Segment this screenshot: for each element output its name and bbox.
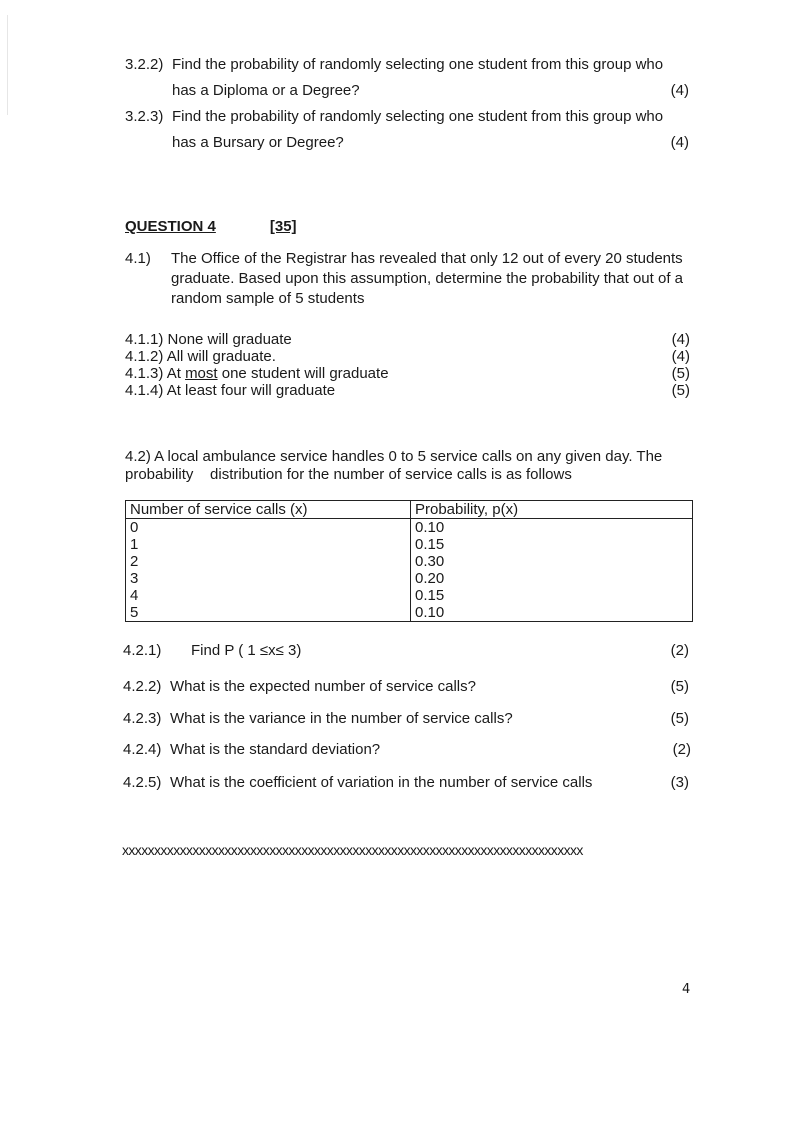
table-cell: 0.15 <box>411 587 693 604</box>
q41-text-line1: The Office of the Registrar has revealed that only 12 out of every 20 students <box>171 250 683 267</box>
q413-pre: At <box>166 365 181 382</box>
q423-marks: (5) <box>670 710 689 727</box>
q322-number: 3.2.2) <box>125 56 164 73</box>
q411-number: 4.1.1) <box>125 331 164 348</box>
table-cell: 3 <box>126 570 411 587</box>
q322-text-line2: has a Diploma or a Degree? <box>172 82 360 99</box>
question4-title: QUESTION 4 <box>125 218 216 235</box>
table-cell: 5 <box>126 604 411 622</box>
q413-text: one student will graduate <box>221 365 389 382</box>
question4-total: [35] <box>269 218 297 235</box>
q41-text-line2: graduate. Based upon this assumption, determine the probability that out of a <box>171 270 683 287</box>
q413-marks: (5) <box>671 365 690 382</box>
q413-underlined: most <box>185 365 218 382</box>
q323-text-line2: has a Bursary or Degree? <box>172 134 344 151</box>
q322-text-line1: Find the probability of randomly selecting one student from this group who <box>172 56 664 73</box>
table-row <box>126 519 693 537</box>
q425-number: 4.2.5) <box>123 774 162 791</box>
q414-marks: (5) <box>671 382 690 399</box>
table-cell: 0.15 <box>411 536 693 553</box>
q423-text: What is the variance in the number of service calls? <box>170 710 513 727</box>
q322-marks: (4) <box>670 82 689 99</box>
end-of-section-marker: xxxxxxxxxxxxxxxxxxxxxxxxxxxxxxxxxxxxxxxxxxxxxxxxxxxxxxxxxxxxxxxxxxxxxxxx <box>122 842 583 858</box>
q424-number: 4.2.4) <box>123 741 162 758</box>
q424-text: What is the standard deviation? <box>170 741 381 758</box>
table-cell: 0.10 <box>411 519 693 537</box>
table-cell: 0.30 <box>411 553 693 570</box>
table-header-row <box>126 501 693 519</box>
table-cell: 2 <box>126 553 411 570</box>
q423-number: 4.2.3) <box>123 710 162 727</box>
q323-text-line1: Find the probability of randomly selecting one student from this group who <box>172 108 664 125</box>
q414-text: At least four will graduate <box>166 382 336 399</box>
table-cell: 0.10 <box>411 604 693 622</box>
table-header: Number of service calls (x) <box>126 501 411 519</box>
table-row <box>126 604 693 622</box>
page-number: 4 <box>682 982 691 997</box>
q412 <box>125 348 690 365</box>
q422-marks: (5) <box>670 678 689 695</box>
q413 <box>125 365 690 382</box>
q42-text-line1: 4.2) A local ambulance service handles 0 to 5 service calls on any given day. The <box>125 448 663 465</box>
q412-text: All will graduate. <box>166 348 276 365</box>
table-row <box>126 536 693 553</box>
q412-number: 4.1.2) <box>125 348 164 365</box>
scan-edge-mark <box>7 15 8 115</box>
q413-number: 4.1.3) <box>125 365 164 382</box>
table-header: Probability, p(x) <box>411 501 693 519</box>
q411-marks: (4) <box>671 331 690 348</box>
q323-marks: (4) <box>670 134 689 151</box>
table-row <box>126 587 693 604</box>
q422-number: 4.2.2) <box>123 678 162 695</box>
q422-text: What is the expected number of service calls? <box>170 678 476 695</box>
q424-marks: (2) <box>672 741 691 758</box>
table-cell: 4 <box>126 587 411 604</box>
table-row <box>126 570 693 587</box>
table-cell: 0 <box>126 519 411 537</box>
q425-text: What is the coefficient of variation in the number of service calls <box>170 774 593 791</box>
q323-number: 3.2.3) <box>125 108 164 125</box>
q42-text-line2: probability distribution for the number of service calls is as follows <box>125 466 572 483</box>
q41-text-line3: random sample of 5 students <box>171 290 365 307</box>
q41-subquestions <box>125 331 690 399</box>
q421-number: 4.2.1) <box>123 642 162 659</box>
table-cell: 0.20 <box>411 570 693 587</box>
q421-text: Find P ( 1 ≤x≤ 3) <box>191 642 302 659</box>
q41-number: 4.1) <box>125 250 151 267</box>
probability-table <box>125 500 693 622</box>
q411 <box>125 331 690 348</box>
table-row <box>126 553 693 570</box>
q414 <box>125 382 690 399</box>
q414-number: 4.1.4) <box>125 382 164 399</box>
q411-text: None will graduate <box>167 331 292 348</box>
q412-marks: (4) <box>671 348 690 365</box>
q421-marks: (2) <box>670 642 689 659</box>
table-cell: 1 <box>126 536 411 553</box>
question4-heading <box>125 218 297 235</box>
q425-marks: (3) <box>670 774 689 791</box>
